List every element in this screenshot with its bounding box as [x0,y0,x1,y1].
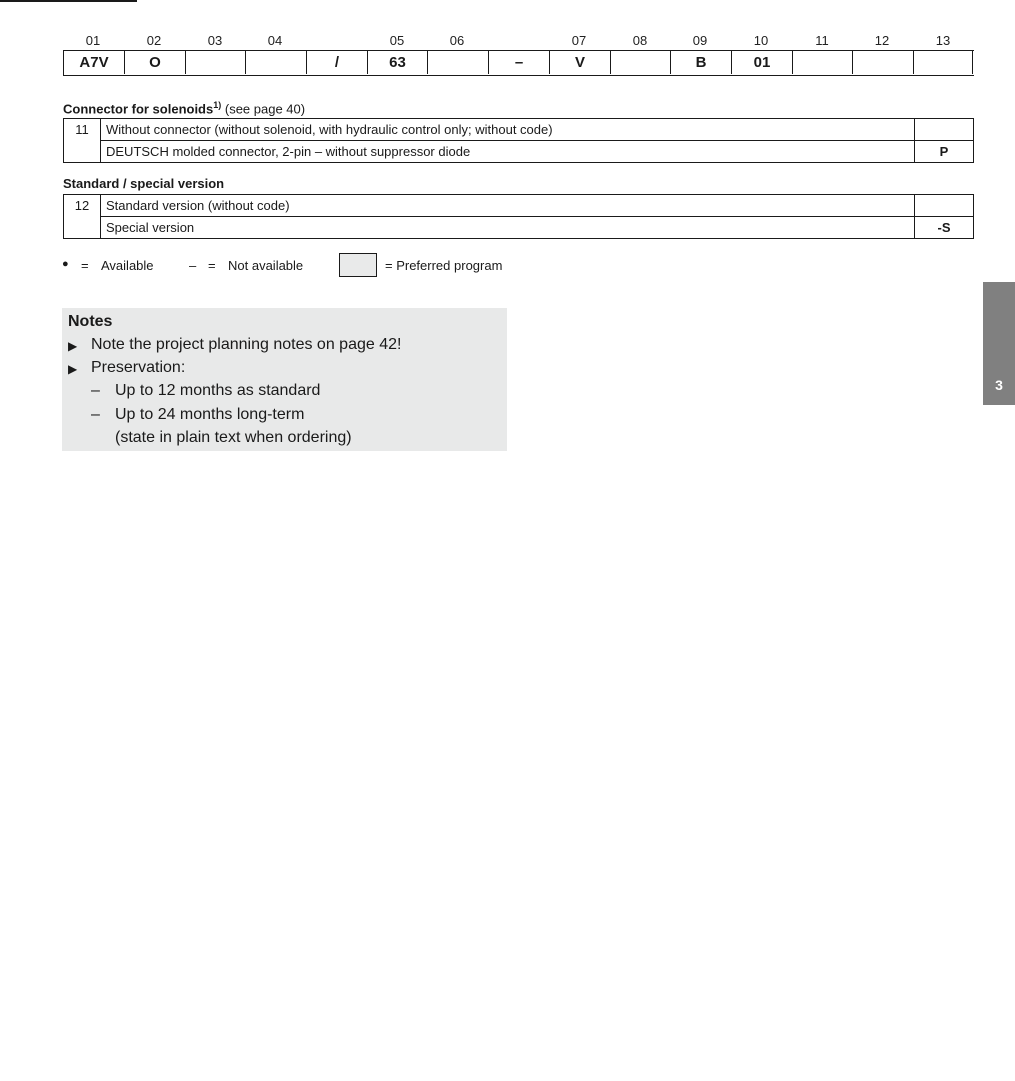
notes-box [62,308,507,451]
type-code-cell: A7V [64,51,125,74]
type-code-row [63,50,974,76]
type-code-cell: O [125,51,186,74]
available-bullet-icon: ● [62,258,69,270]
table-row [64,119,974,141]
legend-not-available-label: Not available [228,258,304,273]
position-number: 08 [632,33,648,48]
position-number: 04 [267,33,283,48]
option-number: 12 [64,195,101,239]
position-number: 12 [874,33,890,48]
option-description: Standard version (without code) [101,195,915,217]
option-description: Without connector (without solenoid, with hydraulic control only; without code) [101,119,915,141]
type-code-cell [793,51,853,74]
option-description: Special version [101,217,915,239]
position-number: 02 [146,33,162,48]
section-title-text: Connector for solenoids [63,101,214,117]
section-title-connector [63,100,305,116]
type-code-cell [428,51,489,74]
table-row [64,217,974,239]
table-row [64,141,974,163]
option-code [915,119,974,141]
type-code-cell: B [671,51,732,74]
position-number: 13 [935,33,951,48]
type-code-separator: / [307,51,368,74]
section-title-version: Standard / special version [63,176,225,191]
table-row [64,195,974,217]
version-options-table [63,194,974,239]
position-number: 03 [207,33,223,48]
not-available-dash-icon: – [189,258,197,273]
position-number: 11 [815,33,829,48]
notes-item: Note the project planning notes on page 42! [91,336,402,353]
option-code: -S [915,217,974,239]
preferred-program-swatch [339,253,377,277]
option-code [915,195,974,217]
position-number: 07 [571,33,587,48]
connector-options-table [63,118,974,163]
dash-bullet-icon: – [91,382,100,399]
notes-subitem: Up to 24 months long-term [115,406,305,423]
type-code-cell [611,51,671,74]
type-code-cell [914,51,973,74]
notes-item: Preservation: [91,359,186,376]
option-code: P [915,141,974,163]
position-number: 10 [753,33,769,48]
notes-subitem-continuation: (state in plain text when ordering) [115,429,352,446]
type-code-cell [853,51,914,74]
option-number: 11 [64,119,101,163]
footnote-marker: 1) [213,100,222,110]
type-code-separator: – [489,51,550,74]
dash-bullet-icon: – [91,406,100,423]
type-code-cell: 01 [732,51,793,74]
position-number: 06 [449,33,465,48]
type-code-cell [186,51,246,74]
legend-equals: = [81,258,89,273]
legend-preferred-label: = Preferred program [385,258,503,273]
chapter-tab-label: 3 [995,377,1003,393]
type-code-cell: 63 [368,51,428,74]
position-number: 01 [85,33,101,48]
notes-subitem: Up to 12 months as standard [115,382,321,399]
position-number: 05 [389,33,405,48]
legend-available-label: Available [101,258,154,273]
chapter-tab [983,282,1015,405]
notes-title: Notes [68,313,113,330]
type-code-cell: V [550,51,611,74]
header-rule [0,0,137,2]
position-number: 09 [692,33,708,48]
page-reference: (see page 40) [221,101,306,117]
legend-equals: = [208,258,216,273]
triangle-bullet-icon: ▶ [68,339,78,353]
triangle-bullet-icon: ▶ [68,362,78,376]
type-code-cell [246,51,307,74]
option-description: DEUTSCH molded connector, 2-pin – without suppressor diode [101,141,915,163]
